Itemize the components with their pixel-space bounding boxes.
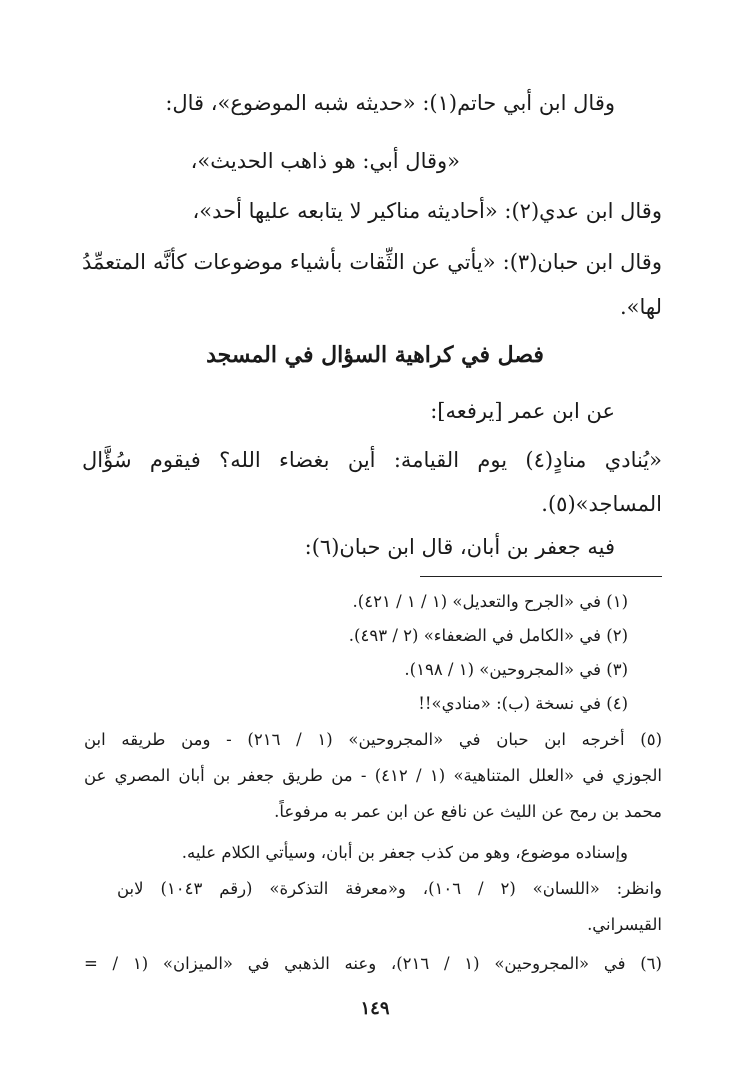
footnote-line: الجوزي في «العلل المتناهية» (١ / ٤١٢) - من طريق جعفر بن أبان المصري عن xyxy=(84,766,662,785)
body-line: عن ابن عمر [يرفعه]: xyxy=(430,399,615,423)
body-line: المساجد»(٥). xyxy=(541,492,662,516)
body-line: «وقال أبي: هو ذاهب الحديث»، xyxy=(190,149,460,173)
footnote-line: (٢) في «الكامل في الضعفاء» (٢ / ٤٩٣). xyxy=(348,626,628,645)
footnote-line: (٤) في نسخة (ب): «منادي»!! xyxy=(418,694,628,713)
footnote-line: (٦) في «المجروحين» (١ / ٢١٦)، وعنه الذهبي في «الميزان» (١ / = xyxy=(84,954,662,973)
footnote-line: (٥) أخرجه ابن حبان في «المجروحين» (١ / ٢١٦) - ومن طريقه ابن xyxy=(84,730,662,749)
footnote-line: محمد بن رمح عن الليث عن نافع عن ابن عمر به مرفوعاً. xyxy=(274,802,662,821)
footnote-divider xyxy=(420,576,662,577)
page-number: ١٤٩ xyxy=(360,998,390,1019)
body-line: فيه جعفر بن أبان، قال ابن حبان(٦): xyxy=(304,535,615,559)
body-line: وقال ابن أبي حاتم(١): «حديثه شبه الموضوع»، قال: xyxy=(165,91,615,115)
footnote-line: (١) في «الجرح والتعديل» (١ / ١ / ٤٢١). xyxy=(352,592,628,611)
footnote-line: وإسناده موضوع، وهو من كذب جعفر بن أبان، وسيأتي الكلام عليه. xyxy=(181,843,628,862)
footnote-line: القيسراني. xyxy=(587,915,662,934)
body-line: لها». xyxy=(620,295,662,319)
body-line: «يُنادي منادٍ(٤) يوم القيامة: أين بغضاء الله؟ فيقوم سُؤَّال xyxy=(82,448,662,472)
footnote-line: (٣) في «المجروحين» (١ / ١٩٨). xyxy=(404,660,628,679)
body-line: وقال ابن حبان(٣): «يأتي عن الثِّقات بأشياء موضوعات كأنَّه المتعمِّدُ xyxy=(82,250,662,274)
section-heading: فصل في كراهية السؤال في المسجد xyxy=(206,342,544,368)
body-line: وقال ابن عدي(٢): «أحاديثه مناكير لا يتابعه عليها أحد»، xyxy=(192,199,662,223)
footnote-line: وانظر: «اللسان» (٢ / ١٠٦)، و«معرفة التذكرة» (رقم ١٠٤٣) لابن xyxy=(117,879,662,898)
